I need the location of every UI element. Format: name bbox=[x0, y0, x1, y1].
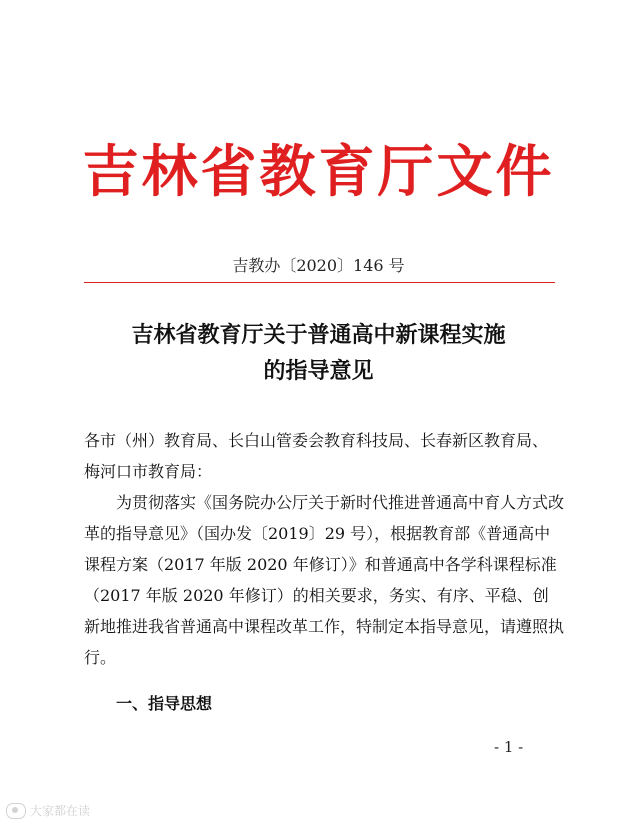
red-divider-line bbox=[84, 282, 555, 283]
document-title-line-2: 的指导意见 bbox=[263, 358, 374, 384]
document-title-line-1: 吉林省教育厅关于普通高中新课程实施 bbox=[131, 322, 506, 348]
document-title bbox=[0, 317, 637, 389]
addressee-block bbox=[84, 425, 564, 487]
issuer-header-title: 吉林省教育厅文件 bbox=[82, 139, 555, 205]
addressee-line-1: 各市（州）教育局、长白山管委会教育科技局、长春新区教育局、 bbox=[84, 431, 549, 450]
watermark-logo-icon bbox=[6, 803, 26, 819]
body-paragraph bbox=[84, 487, 564, 673]
section-heading: 一、指导思想 bbox=[116, 694, 213, 713]
body-paragraph-text: 为贯彻落实《国务院办公厅关于新时代推进普通高中育人方式改革的指导意见》（国办发〔2019〕29 号），根据教育部《普通高中课程方案（2017 年版 2020 年修订）》和普通高中各学科课程标准（2017 年版 2020 年修订）的相关要求，务实、有序、平稳、创新地推进我省普通高中课程改革工作，特制定本指导意见，请遵照执行。 bbox=[84, 493, 565, 667]
watermark-text: 大家都在读 bbox=[30, 804, 91, 818]
addressee-line-2: 梅河口市教育局： bbox=[84, 462, 213, 481]
watermark bbox=[6, 802, 90, 819]
page-number: - 1 - bbox=[494, 738, 524, 756]
document-number: 吉教办〔2020〕146 号 bbox=[232, 256, 405, 275]
